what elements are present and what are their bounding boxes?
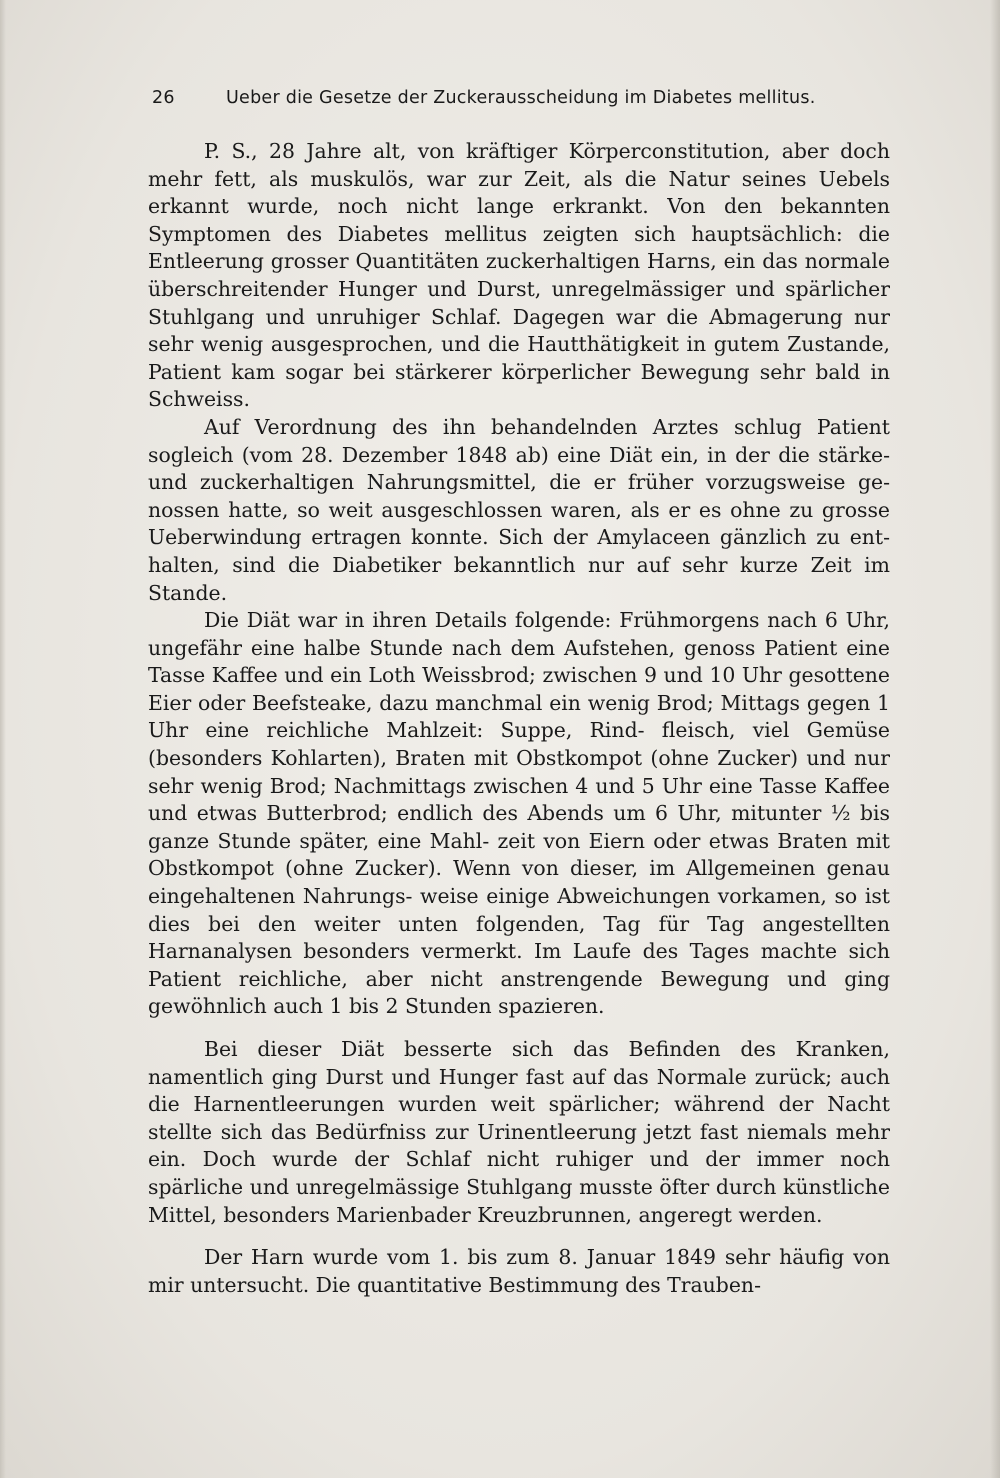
page-number: 26 — [152, 88, 175, 108]
paragraph-urine-examination: Der Harn wurde vom 1. bis zum 8. Januar 1849 sehr häufig von mir untersucht. Die quantitative Bestimmung des Trauben- — [148, 1245, 890, 1297]
paragraph-improvement: Bei dieser Diät besserte sich das Befinden des Kranken, namentlich ging Durst und Hunger fast auf das Normale zurück; auch die Harnentleerungen wurden weit spärlicher; während der Nacht stellte sich das Bedürfniss zur Urinentleerung jetzt fast niemals mehr ein. Doch wurde der Schlaf nicht ruhiger und der immer noch spärliche und unregelmässige Stuhlgang musste öfter durch künstliche Mittel, besonders Marienbader Kreuzbrunnen, angeregt werden. — [148, 1037, 890, 1227]
paragraph-patient-description: P. S., 28 Jahre alt, von kräftiger Körperconstitution, aber doch mehr fett, als muskulös, war zur Zeit, als die Natur seines Uebels erkannt wurde, noch nicht lange erkrankt. Von den bekannten Symptomen des Diabetes mellitus zeigten sich hauptsächlich: die Entleerung grosser Quantitäten zuckerhaltigen Harns, ein das normale überschreitender Hunger und Durst, unregelmässiger und spärlicher Stuhlgang und unruhiger Schlaf. Dagegen war die Abmagerung nur sehr wenig ausgesprochen, und die Hautthätigkeit in gutem Zustande, Patient kam sogar bei stärkerer körperlicher Bewegung sehr bald in Schweiss. — [148, 139, 890, 412]
page-left-shadow — [0, 0, 6, 1478]
paragraph-diet-prescription: Auf Verordnung des ihn behandelnden Arztes schlug Patient sogleich (vom 28. Dezember 1848 ab) eine Diät ein, in der die stärke- und zuckerhaltigen Nahrungsmittel, die er früher vorzugsweise ge- nossen hatte, so weit ausgeschlossen waren, als er es ohne zu grosse Ueberwindung ertragen konnte. Sich der Amylaceen gänzlich zu ent- halten, sind die Diabetiker bekanntlich nur auf sehr kurze Zeit im Stande. — [148, 414, 890, 605]
page-right-shadow — [990, 0, 1000, 1478]
running-header — [150, 84, 870, 114]
paragraph-diet-details: Die Diät war in ihren Details folgende: Frühmorgens nach 6 Uhr, ungefähr eine halbe Stunde nach dem Aufstehen, genoss Patient eine Tasse Kaffee und ein Loth Weissbrod; zwischen 9 und 10 Uhr gesottene Eier oder Beefsteake, dazu manchmal ein wenig Brod; Mittags gegen 1 Uhr eine reichliche Mahlzeit: Suppe, Rind- fleisch, viel Gemüse (besonders Kohlarten), Braten mit Obstkompot (ohne Zucker) und nur sehr wenig Brod; Nachmittags zwischen 4 und 5 Uhr eine Tasse Kaffee und etwas Butterbrod; endlich des Abends um 6 Uhr, mitunter ½ bis ganze Stunde später, eine Mahl- zeit von Eiern oder etwas Braten mit Obstkompot (ohne Zucker). Wenn von dieser, im Allgemeinen genau eingehaltenen Nahrungs- weise einige Abweichungen vorkamen, so ist dies bei den weiter unten folgenden, Tag für Tag angestellten Harnanalysen besonders vermerkt. Im Laufe des Tages machte sich Patient reichliche, aber nicht anstrengende Bewegung und ging gewöhnlich auch 1 bis 2 Stunden spazieren. — [148, 608, 890, 1019]
running-title: Ueber die Gesetze der Zuckerausscheidung im Diabetes mellitus. — [226, 88, 816, 108]
body-text — [148, 138, 890, 1299]
